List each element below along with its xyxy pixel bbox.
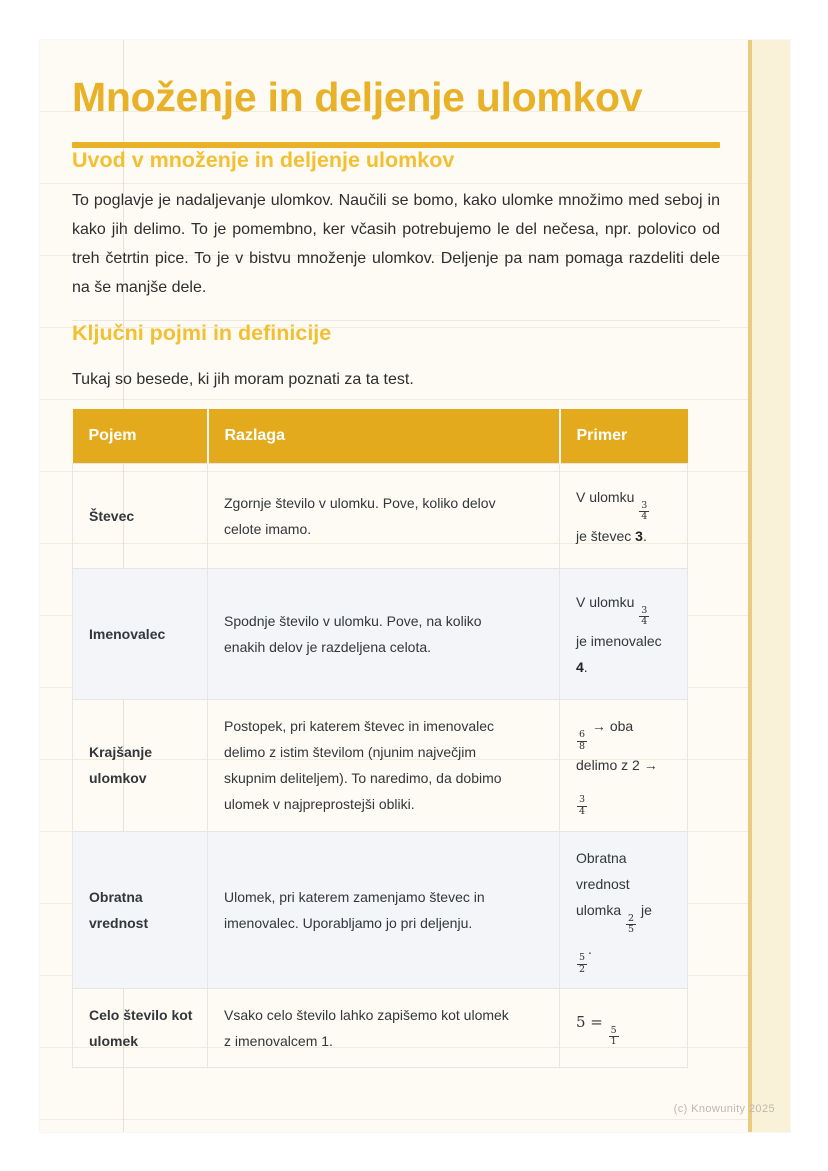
- definition-cell: Spodnje število v ulomku. Pove, na koliko enakih delov je razdeljena celota.: [208, 569, 560, 700]
- example-cell: Obratna vrednost ulomka $\frac{2}{5}$ je $\frac{5}{2}$ .: [560, 831, 688, 989]
- key-terms-table: [72, 409, 688, 1068]
- column-header-primer: Primer: [560, 409, 688, 464]
- fraction: $\frac{3}{4}$: [641, 499, 648, 523]
- example-cell: [560, 989, 688, 1068]
- notebook-margin-strip: [748, 40, 790, 1132]
- term-cell: Celo število kot ulomek: [73, 989, 208, 1068]
- key-terms-table-body: [73, 464, 688, 1068]
- term-cell: Števec: [73, 464, 208, 569]
- table-row: [73, 700, 688, 832]
- example-cell: $\frac{6}{8}$ → oba delimo z 2 → $\frac{3}{4}$: [560, 700, 688, 832]
- section-heading-uvod: Uvod v množenje in deljenje ulomkov: [72, 148, 455, 173]
- column-header-pojem: Pojem: [73, 409, 208, 464]
- fraction: $\frac{5}{1}$: [610, 1024, 617, 1048]
- term-cell: Obratna vrednost: [73, 831, 208, 989]
- table-row: [73, 569, 688, 700]
- definition-cell: Postopek, pri katerem števec in imenovalec delimo z istim številom (njunim največjim skupnim deliteljem). To naredimo, da dobimo ulomek v najpreprostejši obliki.: [208, 700, 560, 832]
- example-cell: V ulomku $\frac{3}{4}$ je števec 3.: [560, 464, 688, 569]
- table-header-row: [73, 409, 688, 464]
- table-row: [73, 831, 688, 989]
- math-expression: 5 =: [576, 1012, 608, 1031]
- fraction: $\frac{5}{2}$: [579, 951, 586, 975]
- term-cell: Krajšanje ulomkov: [73, 700, 208, 832]
- fraction: $\frac{6}{8}$: [579, 729, 586, 752]
- column-header-razlaga: Razlaga: [208, 409, 560, 464]
- definition-cell: Zgornje število v ulomku. Pove, koliko delov celote imamo.: [208, 464, 560, 569]
- watermark: (c) Knowunity 2025: [673, 1103, 775, 1115]
- fraction: $\frac{3}{4}$: [579, 794, 586, 818]
- definition-cell: Vsako celo število lahko zapišemo kot ulomek z imenovalcem 1.: [208, 989, 560, 1068]
- fraction: $\frac{2}{5}$: [628, 912, 635, 936]
- fraction: $\frac{3}{4}$: [641, 604, 648, 628]
- intro-paragraph: To poglavje je nadaljevanje ulomkov. Naučili se bomo, kako ulomke množimo med seboj in kako jih delimo. To je pomembno, ker včasih potrebujemo le del nečesa, npr. polovico od treh četrtin pice. To je v bistvu množenje ulomkov. Deljenje pa nam pomaga razdeliti dele na še manjše dele.: [72, 192, 720, 297]
- term-cell: Imenovalec: [73, 569, 208, 700]
- document-page: [40, 40, 790, 1132]
- definition-cell: Ulomek, pri katerem zamenjamo števec in imenovalec. Uporabljamo jo pri deljenju.: [208, 831, 560, 989]
- table-row: [73, 464, 688, 569]
- terms-lead-text: Tukaj so besede, ki jih moram poznati za ta test.: [72, 371, 414, 389]
- emphasized-number: 3: [635, 527, 643, 544]
- table-row: [73, 989, 688, 1068]
- example-cell: V ulomku $\frac{3}{4}$ je imenovalec 4.: [560, 569, 688, 700]
- table-head: [73, 409, 688, 464]
- page-title: Množenje in deljenje ulomkov: [72, 74, 643, 120]
- emphasized-number: 4: [576, 658, 584, 675]
- section-heading-pojmi: Ključni pojmi in definicije: [72, 321, 332, 346]
